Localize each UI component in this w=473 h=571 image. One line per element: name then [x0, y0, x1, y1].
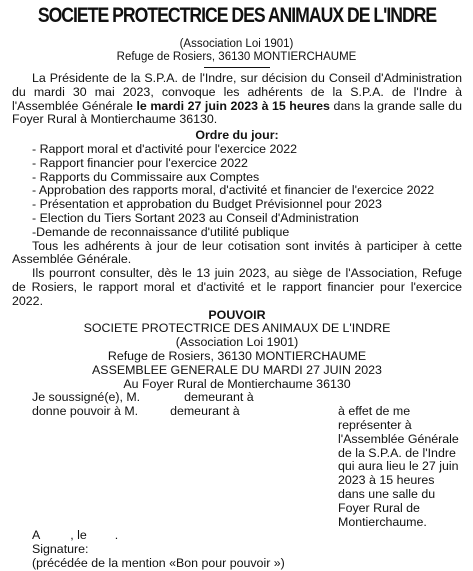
agenda-item: - Rapports du Commissaire aux Comptes — [32, 169, 260, 184]
residing2-label: demeurant à — [170, 404, 240, 419]
proxy-purpose: à effet de me représenter à l'Assemblée Générale de la S.P.A. de l'Indre qui aura lieu le 27 juin 2023 à 15 heures dans une salle du Foyer Rural de Montierchaume. — [338, 404, 459, 529]
date-end: . — [114, 528, 119, 543]
association-address: Refuge de Rosiers, 36130 MONTIERCHAUME — [116, 51, 357, 63]
agenda-item: - Rapport financier pour l'exercice 2022 — [32, 155, 248, 170]
place-date-line — [12, 529, 462, 543]
proxy-undersigned-line — [12, 391, 462, 405]
agenda-item: - Présentation et approbation du Budget Prévisionnel pour 2023 — [32, 197, 382, 212]
intro-text-end: dans la grande salle du Foyer Rural à Montierchaume 36130. — [12, 98, 462, 127]
signature-note: (précédée de la mention «Bon pour pouvoir ») — [32, 555, 285, 570]
residing-label: demeurant à — [184, 390, 254, 405]
agenda-item: - Approbation des rapports moral, d'activité et financier de l'exercice 2022 — [32, 183, 435, 198]
meeting-date: le mardi 27 juin 2023 à 15 heures — [136, 98, 330, 113]
agenda-item: - Election du Tiers Sortant 2023 au Conseil d'Administration — [32, 210, 359, 225]
notice-title: SOCIETE PROTECTRICE DES ANIMAUX DE L'INDRE — [37, 4, 437, 27]
proxy-association: (Association Loi 1901) — [175, 335, 299, 350]
give-power-label: donne pouvoir à M. — [32, 404, 139, 419]
proxy-meeting: ASSEMBLEE GENERALE DU MARDI 27 JUIN 2023 — [92, 362, 382, 377]
agenda-item: - Rapport moral et d'activité pour l'exercice 2022 — [32, 141, 298, 156]
agenda-heading: Ordre du jour: — [195, 128, 279, 143]
consultation-paragraph: Ils pourront consulter, dès le 13 juin 2023, au siège de l'Association, Refuge de Rosiers, le rapport moral et d'activité et le rapport financier pour l'exercice 2022. — [12, 266, 462, 308]
undersigned-label: Je soussigné(e), M. — [32, 390, 141, 405]
intro-paragraph — [12, 72, 462, 127]
signature-label: Signature: — [32, 542, 89, 557]
proxy-org: SOCIETE PROTECTRICE DES ANIMAUX DE L'INDRE — [83, 321, 391, 336]
separator-rule — [204, 67, 270, 68]
date-label: , le — [70, 528, 87, 543]
proxy-venue: Au Foyer Rural de Montierchaume 36130 — [123, 376, 351, 391]
intro-text-start: La Présidente de la S.P.A. de l'Indre, sur décision du Conseil d'Administration du mardi 30 mai 2023, convoque les adhérents de la S.P.A. de l'Indre à l'Assemblée Générale — [12, 71, 462, 113]
agenda-item: -Demande de reconnaissance d'utilité publique — [32, 224, 290, 239]
proxy-heading: POUVOIR — [208, 307, 266, 322]
association-status: (Association Loi 1901) — [179, 38, 294, 50]
proxy-address: Refuge de Rosiers, 36130 MONTIERCHAUME — [107, 348, 367, 363]
place-label: A — [32, 528, 41, 543]
invitation-paragraph: Tous les adhérents à jour de leur cotisation sont invités à participer à cette Assemblée Générale. — [12, 238, 462, 267]
